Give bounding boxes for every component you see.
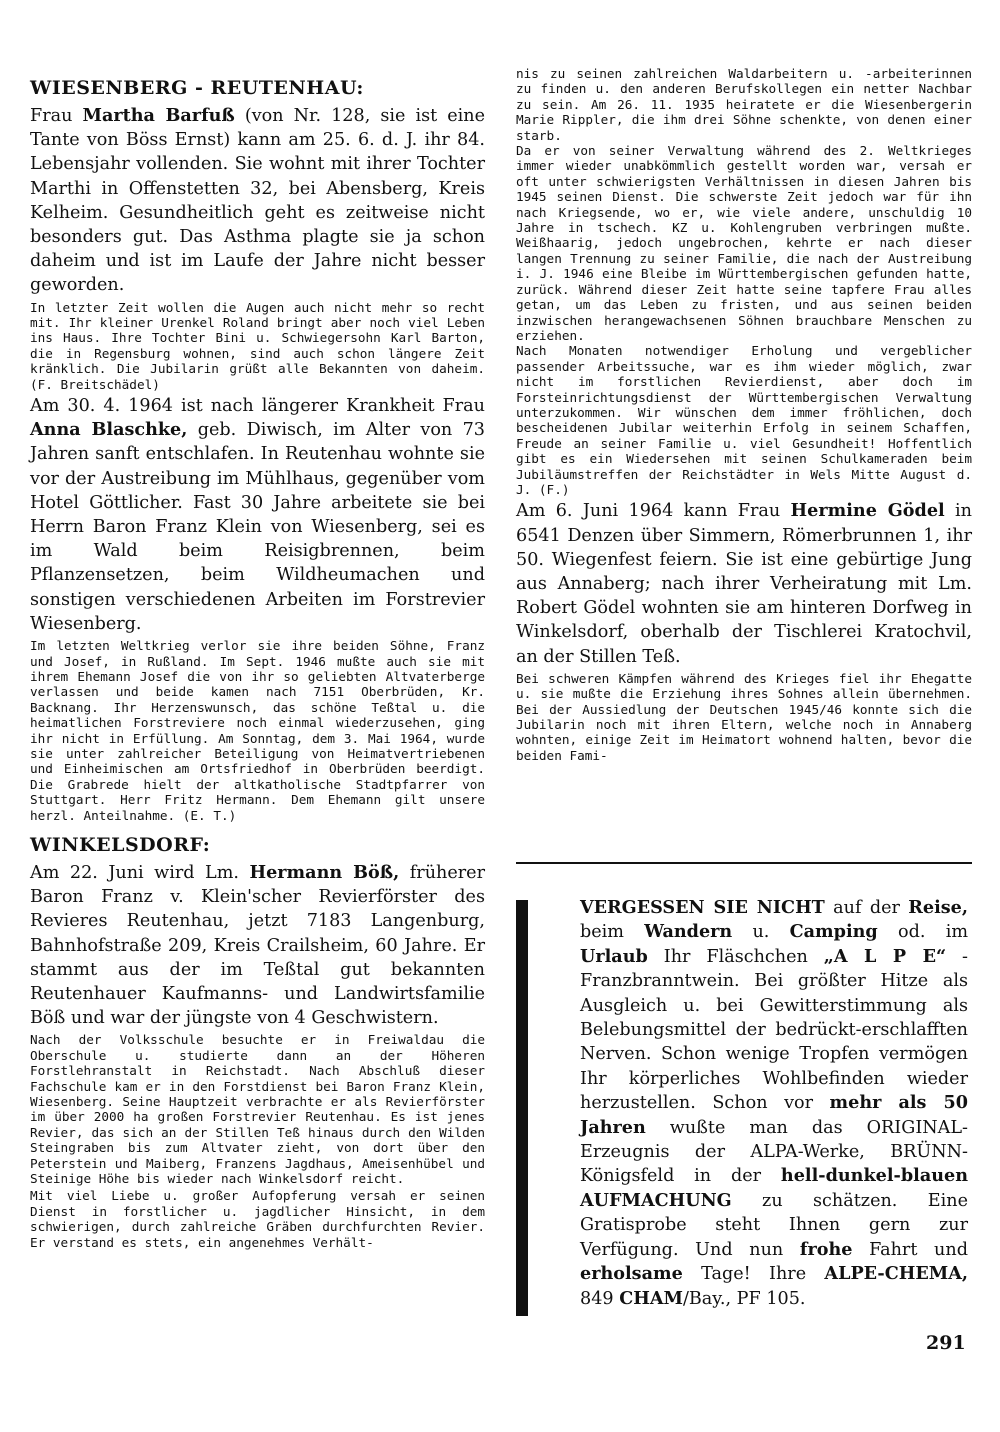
article-boess-war: Da er von seiner Verwaltung während des 2. Weltkrieges immer wieder unabkömmlich gestellt worden war, versah er oft unter schwierigsten Verhältnissen in diesen Jahren bis 1945 seinen Dienst. Die schwerste Zeit jedoch war für ihn nach Kriegsende, wo er, wie viele andere, unschuldig 10 Jahre in tschech. KZ u. Kohlengruben verbringen mußte. Weißhaarig, jedoch ungebrochen, kehrte er nach dieser langen Trennung zu seiner Familie, die nach der Austreibung i. J. 1946 eine Bleibe im Württembergischen gefunden hatte, zurück. Während dieser Zeit hatte seine tapfere Frau alles getan, um das Leben zu fristen, und aus seinen beiden inzwischen herangewachsenen Söhnen brauchbare Menschen zu erziehen. (516, 143, 972, 343)
article-barfuss-detail: In letzter Zeit wollen die Augen auch nicht mehr so recht mit. Ihr kleiner Urenkel Roland bringt aber noch viel Leben ins Haus. Ihre Tochter Bini u. Schwiegersohn Karl Barton, die in Regensburg wohnen, sind auch schon längere Zeit kränklich. Die Jubilarin grüßt alle Bekannten von daheim. (F. Breitschädel) (30, 299, 485, 392)
article-goedel: Am 6. Juni 1964 kann Frau Hermine Gödel in 6541 Denzen über Simmern, Römerbrunnen 1, ihr 50. Wiegenfest feiern. Sie ist eine gebürtige Jung aus Annaberg; nach ihrer Verheiratung mit Lm. Robert Gödel wohnten sie am hinteren Dorfweg in Winkelsdorf, oberhalb der Tischlerei Kratochvil, an der Stillen Teß. (516, 500, 972, 667)
right-column (516, 66, 972, 763)
article-goedel-detail: Bei schweren Kämpfen während des Krieges fiel ihr Ehegatte u. sie mußte die Erziehung ihres Sohnes allein übernehmen. Bei der Aussiedlung der Deutschen 1945/46 konnte sich die Jubilarin noch mit ihren Eltern, welche noch in Annaberg wohnten, einige Zeit im Heimatort wohnend halten, bevor die beiden Fami- (516, 670, 972, 763)
article-barfuss: Frau Martha Barfuß (von Nr. 128, sie ist eine Tante von Böss Ernst) kann am 25. 6. d. J. ihr 84. Lebensjahr vollenden. Sie wohnt mit ihrer Tochter Marthi in Offenstetten 32, bei Abensberg, Kreis Kelheim. Gesundheitlich geht es zeitweise nicht besonders gut. Das Asthma plagte sie ja schon daheim und ist im Laufe der Jahre nicht besser geworden. (30, 105, 485, 296)
person-name: Hermann Böß, (249, 861, 400, 883)
left-column (30, 66, 485, 1250)
article-boess-career: Nach Monaten notwendiger Erholung und vergeblicher passender Arbeitssuche, war es ihm wieder möglich, zwar nicht im forstlichen Revierdienst, aber doch im Forsteinrichtungsdienst der Württembergischen Verwaltung unterzukommen. Wir wünschen dem immer fröhlichen, doch bescheidenen Jubilar weiterhin Erfolg in seinem Schaffen, Freude an seiner Familie u. viel Gesundheit! Hoffentlich gibt es ein Wiedersehen mit seinen Schulkameraden beim Jubiläumstreffen der Reichstädter in Wels Mitte August d. J. (F.) (516, 343, 972, 497)
section-title-wiesenberg: WIESENBERG - REUTENHAU: (30, 77, 364, 99)
ad-text: VERGESSEN SIE NICHT auf der Reise, beim Wandern u. Camping od. im Urlaub Ihr Fläschchen „A L P E“ - Franzbranntwein. Bei größter Hitze als Ausgleich u. bei Gewitterstimmung als Belebungsmittel der bedrückt-erschlafften Nerven. Schon wenige Tropfen vermögen Ihr körperliches Wohlbefinden wieder herzustellen. Schon vor mehr als 50 Jahren wußte man das ORIGINAL-Erzeugnis der ALPA-Werke, BRÜNN-Königsfeld in der hell-dunkel-blauen AUFMACHUNG zu schätzen. Eine Gratisprobe steht Ihnen gern zur Verfügung. Und nun frohe Fahrt und erholsame Tage! Ihre ALPE-CHEMA, 849 CHAM/Bay., PF 105. (580, 897, 968, 1309)
page-number: 291 (926, 1332, 966, 1354)
ad-bar-decoration (516, 900, 528, 1316)
divider-rule (516, 862, 972, 864)
article-boess: Am 22. Juni wird Lm. Hermann Böß, früherer Baron Franz v. Klein'scher Revierförster des Revieres Reutenhau, jetzt 7183 Langenburg, Bahnhofstraße 209, Kreis Crailsheim, 60 Jahre. Er stammt aus der im Teßtal gut bekannten Reutenhauer Kaufmanns- und Landwirtsfamilie Böß und war der jüngste von 4 Geschwistern. (30, 861, 485, 1029)
person-name: Martha Barfuß (82, 105, 235, 126)
person-name: Hermine Gödel (790, 500, 945, 522)
article-blaschke-detail: Im letzten Weltkrieg verlor sie ihre beiden Söhne, Franz und Josef, in Rußland. Im Sept. 1946 mußte auch sie mit ihrem Ehemann Josef die von ihr so geliebten Altvaterberge verlassen und beide kamen nach 7151 Oberbrüden, Kr. Backnang. Ihr Herzenswunsch, das schöne Teßtal u. die heimatlichen Forstreviere noch einmal wiederzusehen, ging ihr nicht in Erfüllung. Am Sonntag, dem 3. Mai 1964, wurde sie unter zahlreicher Beteiligung von Heimatvertriebenen und Einheimischen am Ortsfriedhof in Oberbrüden beerdigt. Die Grabrede hielt der altkatholische Stadtpfarrer von Stuttgart. Herr Fritz Hermann. Dem Ehemann gilt unsere herzl. Anteilnahme. (E. T.) (30, 638, 485, 823)
article-boess-education: Nach der Volksschule besuchte er in Freiwaldau die Oberschule u. studierte dann an der Höheren Forstlehranstalt in Reichstadt. Nach Abschluß dieser Fachschule kam er in den Forstdienst bei Baron Franz Klein, Wiesenberg. Seine Hauptzeit verbrachte er als Revierförster im über 2000 ha großen Forstrevier Reutenhau. Es ist jenes Revier, das sich an der Stillen Teß hinaus durch den Wilden Steingraben bis zum Altvater zieht, von dort über den Peterstein und Maiberg, Franzens Jagdhaus, Ameisenhübel und Steinige Höhe bis wieder nach Winkelsdorf reicht. (30, 1032, 485, 1187)
article-blaschke: Am 30. 4. 1964 ist nach längerer Krankheit Frau Anna Blaschke, geb. Diwisch, im Alter von 73 Jahren sanft entschlafen. In Reutenhau wohnte sie vor der Austreibung im Mühlhaus, gegenüber vom Hotel Göttlicher. Fast 30 Jahre arbeitete sie bei Herrn Baron Franz Klein von Wiesenberg, sei es im Wald beim Reisigbrennen, beim Pflanzensetzen, beim Wildheumachen und sonstigen verschiedenen Arbeiten im Forstrevier Wiesenberg. (30, 396, 485, 634)
section-title-winkelsdorf: WINKELSDORF: (30, 833, 211, 856)
article-boess-service: Mit viel Liebe u. großer Aufopferung versah er seinen Dienst in forstlicher u. jagdlicher Hinsicht, in dem schwierigen, durch zahlreiche Gräben durchfurchten Revier. Er verstand es stets, ein angenehmes Verhält- (30, 1188, 485, 1250)
article-boess-continued: nis zu seinen zahlreichen Waldarbeitern u. -arbeiterinnen zu finden u. den anderen Berufskollegen ein netter Nachbar zu sein. Am 26. 11. 1935 heiratete er die Wiesenbergerin Marie Rippler, die ihm drei Söhne schenkte, von denen einer starb. (516, 66, 972, 143)
advertisement-alpe (516, 896, 976, 1316)
person-name: Anna Blaschke, (30, 419, 188, 441)
